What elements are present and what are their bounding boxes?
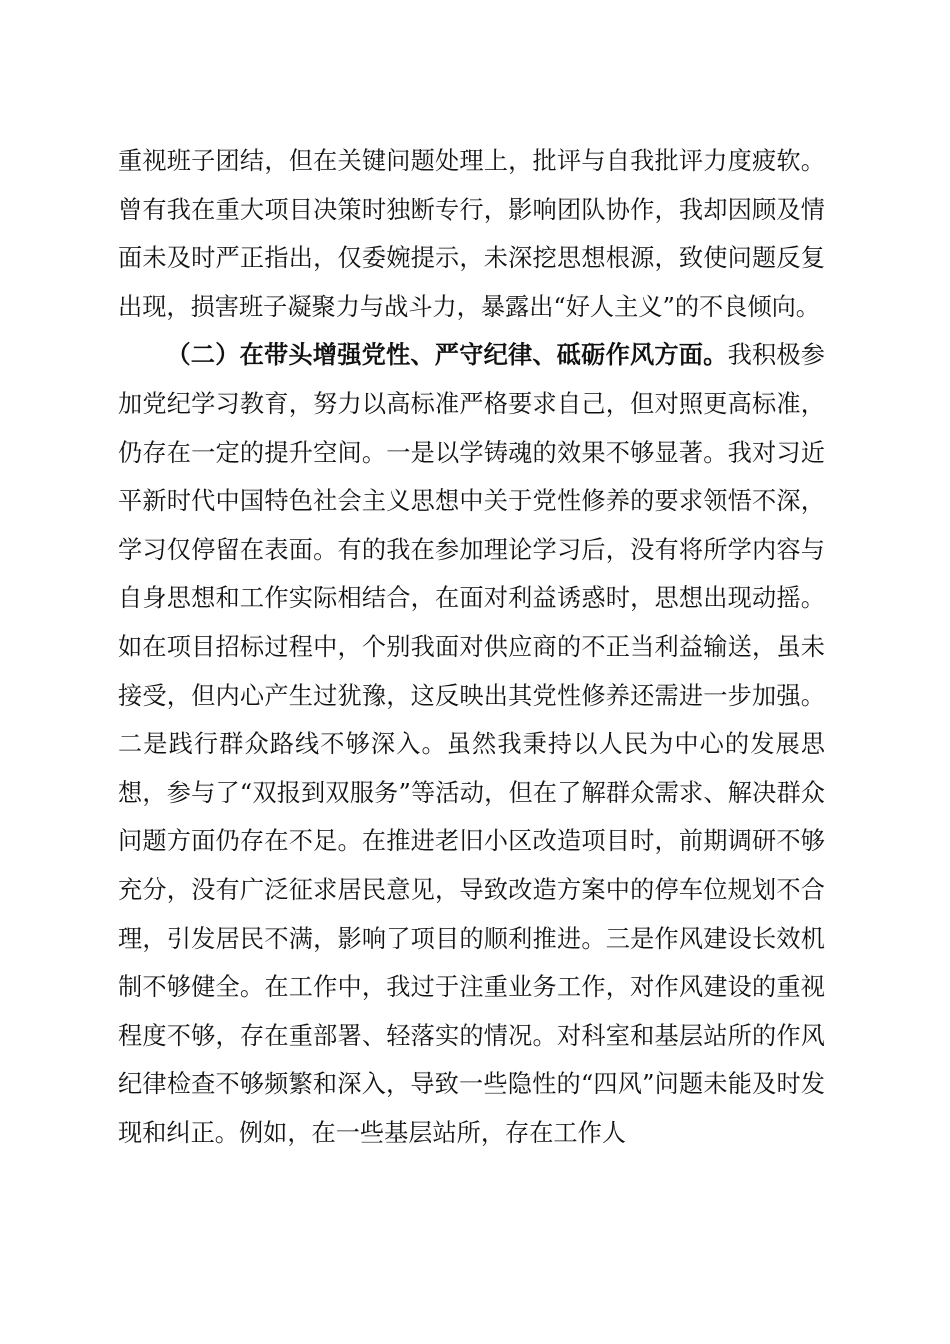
paragraph-continued: 重视班子团结，但在关键问题处理上，批评与自我批评力度疲软。曾有我在重大项目决策时独断专行，影响团队协作，我却因顾及情面未及时严正指出，仅委婉提示，未深挖思想根源，致使问题反复出现，损害班子凝聚力与战斗力，暴露出“好人主义”的不良倾向。 <box>118 147 825 321</box>
paragraph-section-two <box>118 331 825 1157</box>
section-body: 我积极参加党纪学习教育，努力以高标准严格要求自己，但对照更高标准，仍存在一定的提升空间。一是以学铸魂的效果不够显著。我对习近平新时代中国特色社会主义思想中关于党性修养的要求领悟不深，学习仅停留在表面。有的我在参加理论学习后，没有将所学内容与自身思想和工作实际相结合，在面对利益诱惑时，思想出现动摇。如在项目招标过程中，个别我面对供应商的不正当利益输送，虽未接受，但内心产生过犹豫，这反映出其党性修养还需进一步加强。二是践行群众路线不够深入。虽然我秉持以人民为中心的发展思想，参与了“双报到双服务”等活动，但在了解群众需求、解决群众问题方面仍存在不足。在推进老旧小区改造项目时，前期调研不够充分，没有广泛征求居民意见，导致改造方案中的停车位规划不合理，引发居民不满，影响了项目的顺利推进。三是作风建设长效机制不够健全。在工作中，我过于注重业务工作，对作风建设的重视程度不够，存在重部署、轻落实的情况。对科室和基层站所的作风纪律检查不够频繁和深入，导致一些隐性的“四风”问题未能及时发现和纠正。例如，在一些基层站所，存在工作人 <box>118 341 825 1147</box>
section-heading: （二）在带头增强党性、严守纪律、砥砺作风方面。 <box>166 340 728 370</box>
document-page <box>118 137 825 1157</box>
